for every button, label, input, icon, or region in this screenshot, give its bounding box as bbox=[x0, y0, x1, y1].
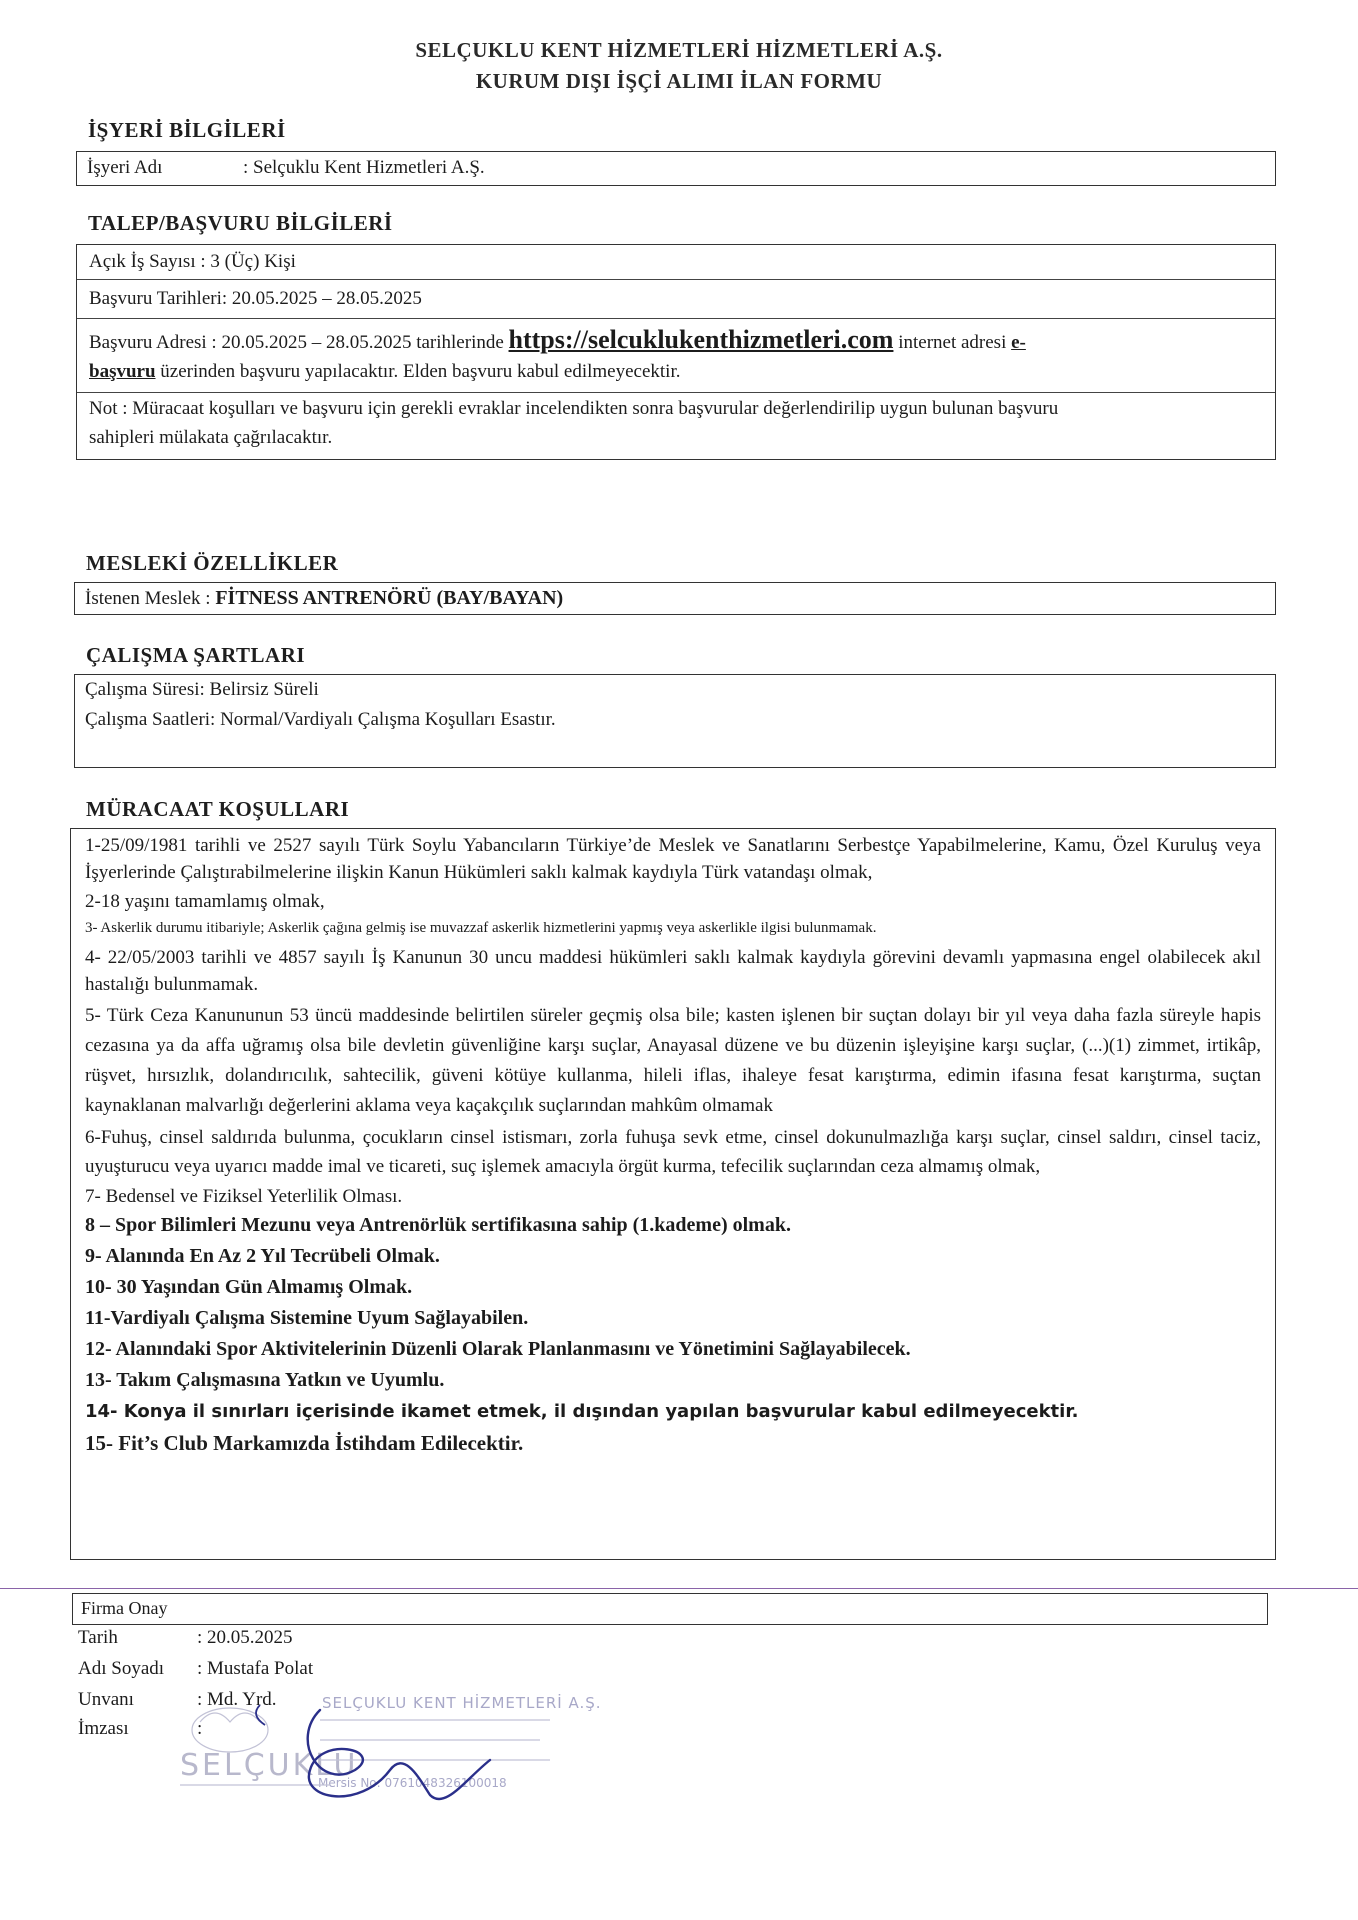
note-line2: sahipleri mülakata çağrılacaktır. bbox=[89, 427, 333, 448]
company-stamp-text: SELÇUKLU KENT HİZMETLERİ A.Ş. bbox=[322, 1694, 602, 1712]
workplace-box bbox=[76, 151, 1276, 186]
condition-2: 2-18 yaşını tamamlamış olmak, bbox=[85, 891, 325, 912]
approval-box bbox=[72, 1593, 1268, 1625]
working-duration: Çalışma Süresi: Belirsiz Süreli bbox=[85, 679, 319, 700]
workplace-label: İşyeri Adı bbox=[87, 157, 163, 178]
working-box bbox=[74, 674, 1276, 768]
condition-10: 10- 30 Yaşından Gün Almamış Olmak. bbox=[85, 1276, 413, 1298]
document-title: SELÇUKLU KENT HİZMETLERİ HİZMETLERİ A.Ş. bbox=[415, 38, 943, 62]
conditions-box bbox=[70, 828, 1276, 1560]
application-website-link[interactable]: https://selcuklukenthizmetleri.com bbox=[508, 325, 894, 354]
e-application-part1: e- bbox=[1011, 332, 1026, 353]
application-dates: Başvuru Tarihleri: 20.05.2025 – 28.05.2025 bbox=[89, 288, 422, 309]
approval-title-value: : Md. Yrd. bbox=[197, 1689, 277, 1710]
workplace-value: : Selçuklu Kent Hizmetleri A.Ş. bbox=[243, 157, 485, 178]
approval-title: Firma Onay bbox=[81, 1598, 168, 1618]
approval-sign-value: : bbox=[197, 1718, 203, 1739]
address-suffix: internet adresi bbox=[893, 332, 1012, 353]
condition-15: 15- Fit’s Club Markamızda İstihdam Edilecektir. bbox=[85, 1431, 524, 1455]
working-section-title: ÇALIŞMA ŞARTLARI bbox=[86, 643, 306, 667]
approval-name-value: : Mustafa Polat bbox=[197, 1658, 314, 1679]
application-section-title: TALEP/BAŞVURU BİLGİLERİ bbox=[88, 211, 393, 235]
note-line1: Not : Müracaat koşulları ve başvuru için gerekli evraklar incelendikten sonra başvurular değerlendirilip uygun bulunan başvuru bbox=[89, 398, 1059, 419]
profession-label: İstenen Meslek : bbox=[85, 588, 216, 609]
workplace-section-title: İŞYERİ BİLGİLERİ bbox=[88, 118, 286, 142]
page-separator bbox=[0, 1588, 1358, 1589]
condition-11: 11-Vardiyalı Çalışma Sistemine Uyum Sağlayabilen. bbox=[85, 1307, 529, 1329]
profession-row bbox=[85, 583, 563, 614]
condition-7: 7- Bedensel ve Fiziksel Yeterlilik Olması. bbox=[85, 1186, 403, 1207]
open-positions: Açık İş Sayısı : 3 (Üç) Kişi bbox=[89, 251, 296, 272]
document-subtitle: KURUM DIŞI İŞÇİ ALIMI İLAN FORMU bbox=[475, 69, 883, 93]
condition-4: 4- 22/05/2003 tarihli ve 4857 sayılı İş Kanunun 30 uncu maddesi hükümleri saklı kalmak kaydıyla görevini devamlı yapmasına engel olabilecek akıl hastalığı bulunmamak. bbox=[85, 947, 1261, 995]
profession-box bbox=[74, 582, 1276, 615]
application-address bbox=[77, 323, 1275, 360]
condition-14: 14- Konya il sınırları içerisinde ikamet etmek, il dışından yapılan başvurular kabul edilmeyecektir. bbox=[85, 1401, 1079, 1422]
approval-sign-label: İmzası bbox=[78, 1718, 129, 1739]
signature-and-stamp-graphic bbox=[170, 1700, 570, 1820]
approval-date-value: : 20.05.2025 bbox=[197, 1627, 293, 1648]
company-stamp-logo-text: SELÇUKLU bbox=[180, 1748, 359, 1783]
condition-12: 12- Alanındaki Spor Aktivitelerinin Düzenli Olarak Planlanmasını ve Yönetimini Sağlayabilecek. bbox=[85, 1338, 911, 1360]
company-stamp-mersis: Mersis No: 0761048326100018 bbox=[318, 1776, 507, 1790]
working-hours: Çalışma Saatleri: Normal/Vardiyalı Çalışma Koşulları Esastır. bbox=[85, 709, 556, 730]
application-address-line2 bbox=[77, 357, 1275, 387]
address-prefix: Başvuru Adresi : 20.05.2025 – 28.05.2025 tarihlerinde bbox=[89, 332, 509, 353]
condition-1: 1-25/09/1981 tarihli ve 2527 sayılı Türk Soylu Yabancıların Türkiye’de Meslek ve Sanatlarını Serbestçe Yapabilmelerine, Kamu, Özel Kuruluş veya İşyerlerinde Çalıştırabilmelerine ilişkin Kanun Hükümleri saklı kalmak kaydıyla Türk vatandaşı olmak, bbox=[85, 835, 1261, 883]
conditions-section-title: MÜRACAAT KOŞULLARI bbox=[86, 797, 350, 821]
condition-8: 8 – Spor Bilimleri Mezunu veya Antrenörlük sertifikasına sahip (1.kademe) olmak. bbox=[85, 1214, 791, 1236]
approval-name-label: Adı Soyadı bbox=[78, 1658, 165, 1679]
approval-title-label: Unvanı bbox=[78, 1689, 134, 1710]
condition-9: 9- Alanında En Az 2 Yıl Tecrübeli Olmak. bbox=[85, 1245, 440, 1267]
condition-6: 6-Fuhuş, cinsel saldırıda bulunma, çocukların cinsel istismarı, zorla fuhuşa sevk etme, cinsel dokunulmazlığa karşı suçlar, cinsel saldırı, cinsel taciz, uyuşturucu veya uyarıcı madde imal ve ticareti, suç işlemek amacıyla örgüt kurma, tefecilik suçlarından ceza almamış olmak, bbox=[85, 1127, 1261, 1177]
profession-value: FİTNESS ANTRENÖRÜ (BAY/BAYAN) bbox=[215, 587, 564, 609]
address-line2: üzerinden başvuru yapılacaktır. Elden başvuru kabul edilmeyecektir. bbox=[155, 361, 681, 382]
condition-13: 13- Takım Çalışmasına Yatkın ve Uyumlu. bbox=[85, 1369, 445, 1391]
approval-date-label: Tarih bbox=[78, 1627, 118, 1648]
application-box bbox=[76, 244, 1276, 460]
profession-section-title: MESLEKİ ÖZELLİKLER bbox=[86, 551, 339, 575]
condition-5: 5- Türk Ceza Kanununun 53 üncü maddesinde belirtilen süreler geçmiş olsa bile; kasten işlenen bir suçtan dolayı bir yıl veya daha fazla süreyle hapis cezasına ya da affa uğramış olsa bile devletin güvenliğine karşı suçlar, Anayasal düzene ve bu düzenin işleyişine karşı suçlar, (...)(1) zimmet, irtikâp, rüşvet, hırsızlık, dolandırıcılık, sahtecilik, güveni kötüye kullanma, hileli iflas, ihaleye fesat karıştırma, edimin ifasına fesat karıştırma, suçtan kaynaklanan malvarlığı değerlerini aklama veya kaçakçılık suçlarından mahkûm olmamak bbox=[85, 1005, 1261, 1116]
condition-3: 3- Askerlik durumu itibariyle; Askerlik çağına gelmiş ise muvazzaf askerlik hizmetlerini yapmış veya askerlikle ilgisi bulunmamak. bbox=[85, 920, 877, 936]
e-application-part2: başvuru bbox=[89, 361, 156, 382]
